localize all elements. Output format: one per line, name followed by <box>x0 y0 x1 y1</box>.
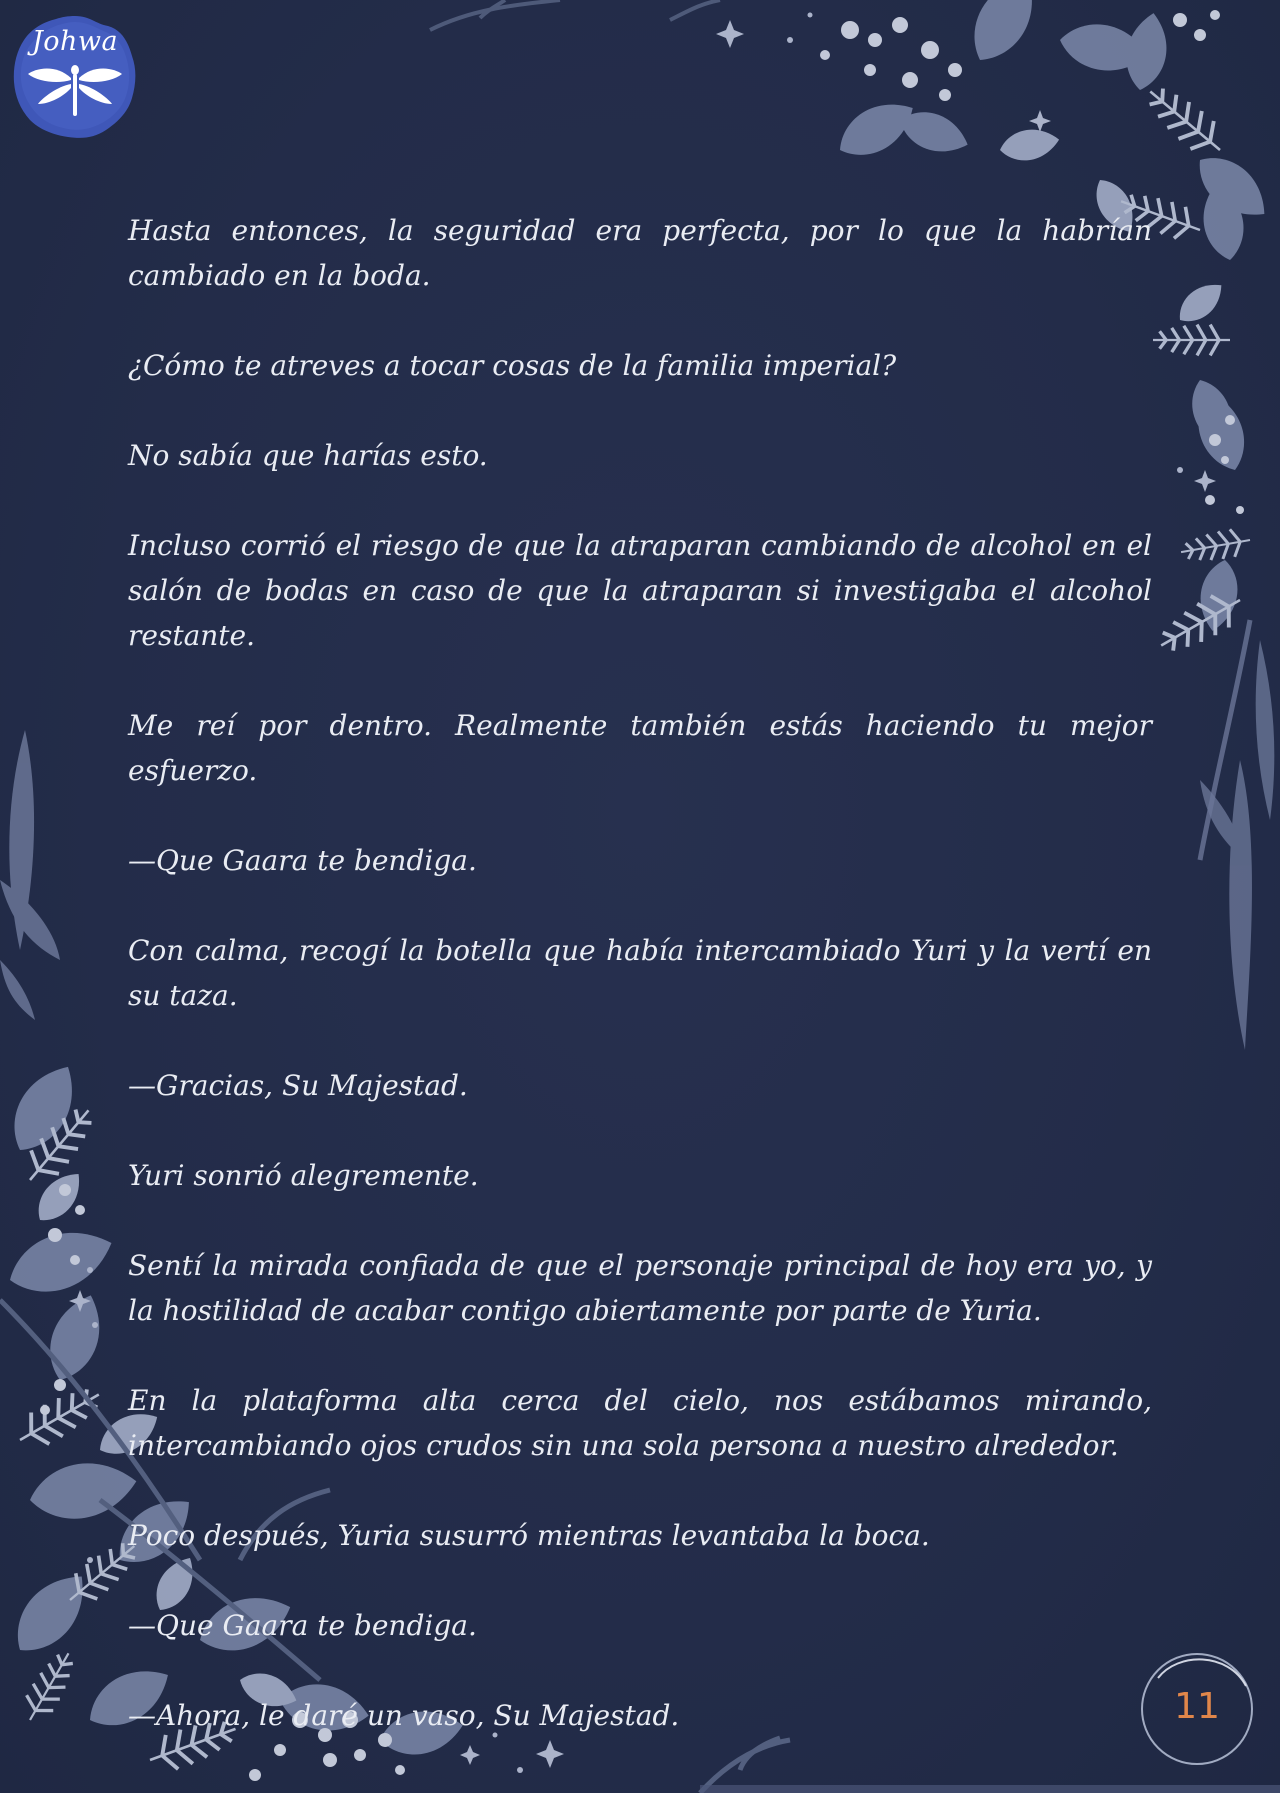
page-number-badge <box>1138 1650 1256 1768</box>
publisher-logo <box>10 12 140 142</box>
paragraph: —Que Gaara te bendiga. <box>128 1609 477 1642</box>
paragraph: Hasta entonces, la seguridad era perfecta, por lo que la habrían cambiado en la boda. <box>128 214 1152 292</box>
paragraph: En la plataforma alta cerca del cielo, nos estábamos mirando, intercambiando ojos crudos sin una sola persona a nuestro alrededor. <box>128 1384 1152 1462</box>
paragraph: Sentí la mirada confiada de que el personaje principal de hoy era yo, y la hostilidad de acabar contigo abiertamente por parte de Yuria. <box>128 1249 1152 1327</box>
page-number: 11 <box>1174 1686 1220 1727</box>
paragraph: —Que Gaara te bendiga. <box>128 844 477 877</box>
chapter-text <box>128 208 1152 1783</box>
paragraph: Yuri sonrió alegremente. <box>128 1159 479 1192</box>
paragraph: No sabía que harías esto. <box>128 439 488 472</box>
paragraph: ¿Cómo te atreves a tocar cosas de la familia imperial? <box>128 349 897 382</box>
paragraph: —Gracias, Su Majestad. <box>128 1069 468 1102</box>
paragraph: Me reí por dentro. Realmente también estás haciendo tu mejor esfuerzo. <box>128 709 1152 787</box>
paragraph: Con calma, recogí la botella que había intercambiado Yuri y la vertí en su taza. <box>128 934 1152 1012</box>
paragraph: —Ahora, le daré un vaso, Su Majestad. <box>128 1699 680 1732</box>
paragraph: Poco después, Yuria susurró mientras levantaba la boca. <box>128 1519 930 1552</box>
logo-text: Johwa <box>31 26 119 57</box>
paragraph: Incluso corrió el riesgo de que la atraparan cambiando de alcohol en el salón de bodas en caso de que la atraparan si investigaba el alcohol restante. <box>128 529 1152 652</box>
